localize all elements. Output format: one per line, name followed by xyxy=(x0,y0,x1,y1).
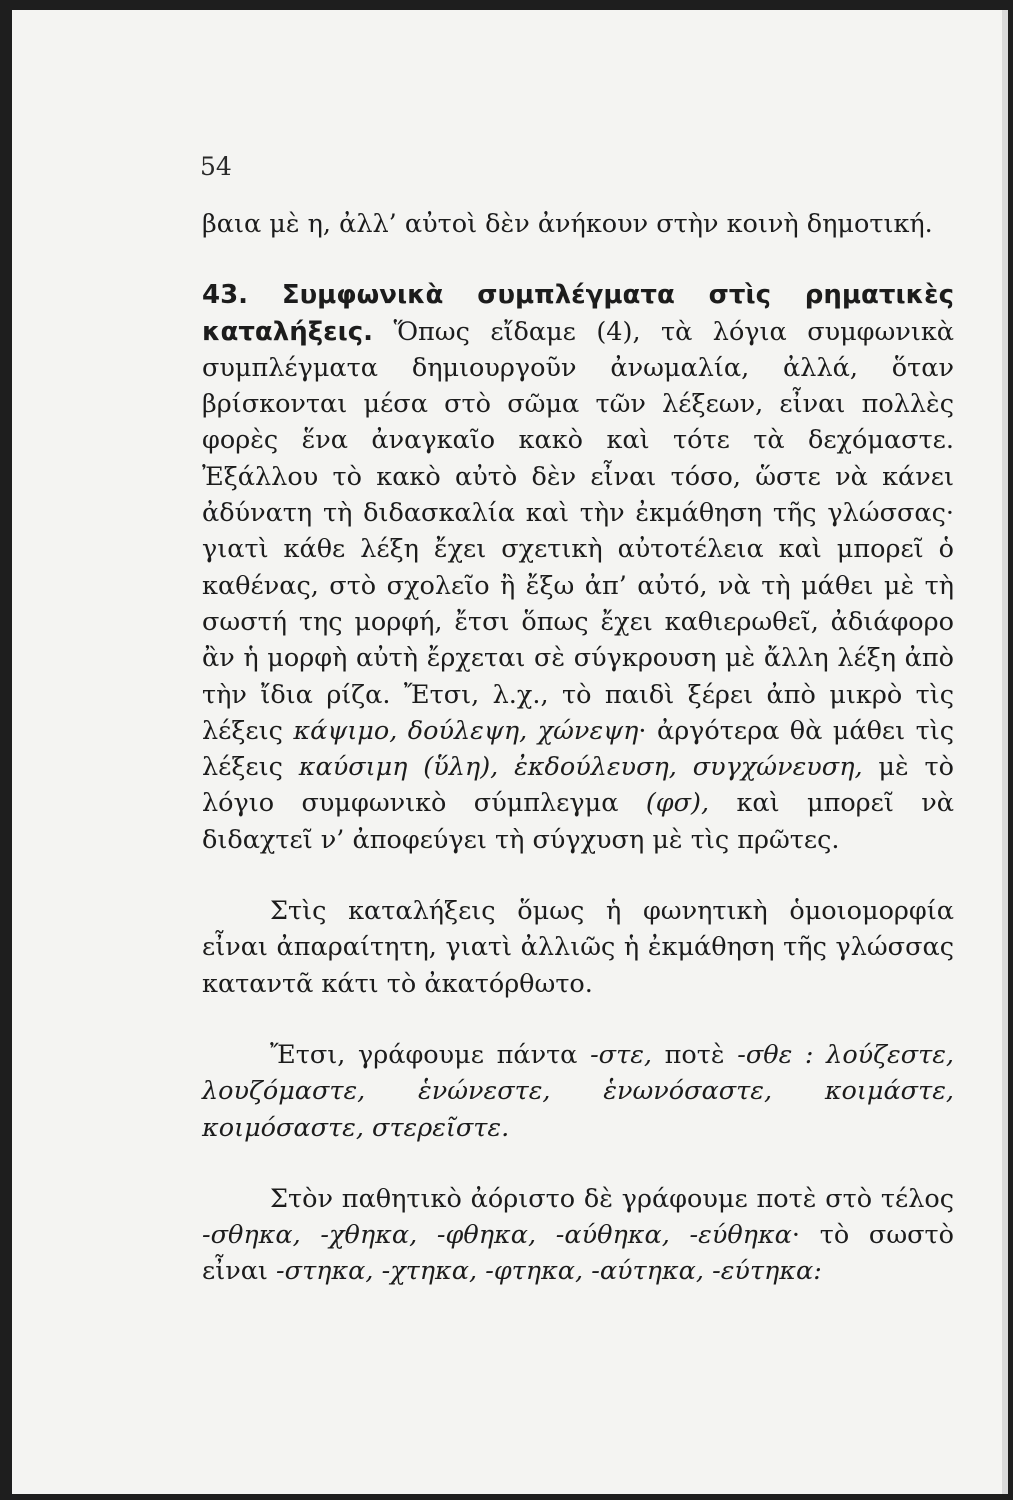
section-heading: 43. Συμφωνικὰ συμπλέγματα στὶς ρηματικὲς καταλήξεις. xyxy=(202,280,954,347)
example-words: -στηκα, -χτηκα, -φτηκα, -αύτηκα, -εύτηκα: xyxy=(276,1256,822,1287)
book-page xyxy=(12,10,1008,1494)
paragraph-text: ποτὲ xyxy=(651,1039,738,1070)
body-text xyxy=(202,206,954,1290)
example-words: -στε, xyxy=(590,1039,652,1070)
example-words: κάψιμο, δούλεψη, χώνεψη xyxy=(293,715,639,746)
paragraph-text: Στὸν παθητικὸ ἀόριστο δὲ γράφουμε ποτὲ στὸ τέλος xyxy=(270,1183,954,1214)
paragraph-section-43 xyxy=(202,277,954,858)
page-number: 54 xyxy=(200,152,232,181)
paragraph-text: Ὅπως εἴδαμε (4), τὰ λόγια συμφωνικὰ συμπλέγματα δημιουργοῦν ἀνωμαλία, ἀλλά, ὅταν βρίσκονται μέσα στὸ σῶμα τῶν λέξεων, εἶναι πολλὲς φορὲς ἕνα ἀναγκαῖο κακὸ καὶ τότε τὰ δεχόμαστε. Ἐξάλλου τὸ κακὸ αὐτὸ δὲν εἶναι τόσο, ὥστε νὰ κάνει ἀδύνατη τὴ διδασκαλία καὶ τὴν ἐκμάθηση τῆς γλώσσας· γιατὶ κάθε λέξη ἔχει σχετικὴ αὐτοτέλεια καὶ μπορεῖ ὁ καθένας, στὸ σχολεῖο ἢ ἔξω ἀπ’ αὐτό, νὰ τὴ μάθει μὲ τὴ σωστή της μορφή, ἔτσι ὅπως ἔχει καθιερωθεῖ, ἀδιάφορο ἂν ἡ μορφὴ αὐτὴ ἔρχεται σὲ σύγκρουση μὲ ἄλλη λέξη ἀπὸ τὴν ἴδια ρίζα. Ἔτσι, λ.χ., τὸ παιδὶ ξέρει ἀπὸ μικρὸ τὶς λέξεις xyxy=(202,316,954,746)
paragraph-text: μὲ τὸ λόγιο συμφωνικὸ σύμπλεγμα xyxy=(202,752,954,819)
example-words: -σθε : λούζεστε, λουζόμαστε, ἑνώνεστε, ἑνωνόσαστε, κοιμάστε, κοιμόσαστε, στερεῖστε. xyxy=(202,1039,954,1143)
example-words: -σθηκα, -χθηκα, -φθηκα, -αύθηκα, -εύθηκα xyxy=(202,1220,792,1251)
paragraph-continued xyxy=(202,206,954,242)
paragraph-text: βαια μὲ η, ἀλλ’ αὐτοὶ δὲν ἀνήκουν στὴν κοινὴ δημοτική. xyxy=(202,209,933,239)
paragraph-text: · ἀργότερα θὰ μάθει τὶς λέξεις xyxy=(202,715,954,783)
paragraph-endings xyxy=(202,893,954,1002)
paragraph-passive-aorist xyxy=(202,1181,954,1290)
paragraph-text: Στὶς καταλήξεις ὅμως ἡ φωνητικὴ ὁμοιομορφία εἶναι ἀπαραίτητη, γιατὶ ἀλλιῶς ἡ ἐκμάθηση τῆς γλώσσας καταντᾶ κάτι τὸ ἀκατόρθωτο. xyxy=(202,896,954,999)
example-words: (φσ), xyxy=(645,788,710,819)
paragraph-text: · τὸ σωστὸ εἶναι xyxy=(202,1220,954,1287)
example-words: καύσιμη (ὕλη), ἐκδούλευση, συγχώνευση, xyxy=(298,752,863,783)
paragraph-examples-ste xyxy=(202,1037,954,1146)
paragraph-text: καὶ μπορεῖ νὰ διδαχτεῖ ν’ ἀποφεύγει τὴ σύγχυση μὲ τὶς πρῶτες. xyxy=(202,788,954,855)
paragraph-text: Ἔτσι, γράφουμε πάντα xyxy=(270,1039,591,1070)
